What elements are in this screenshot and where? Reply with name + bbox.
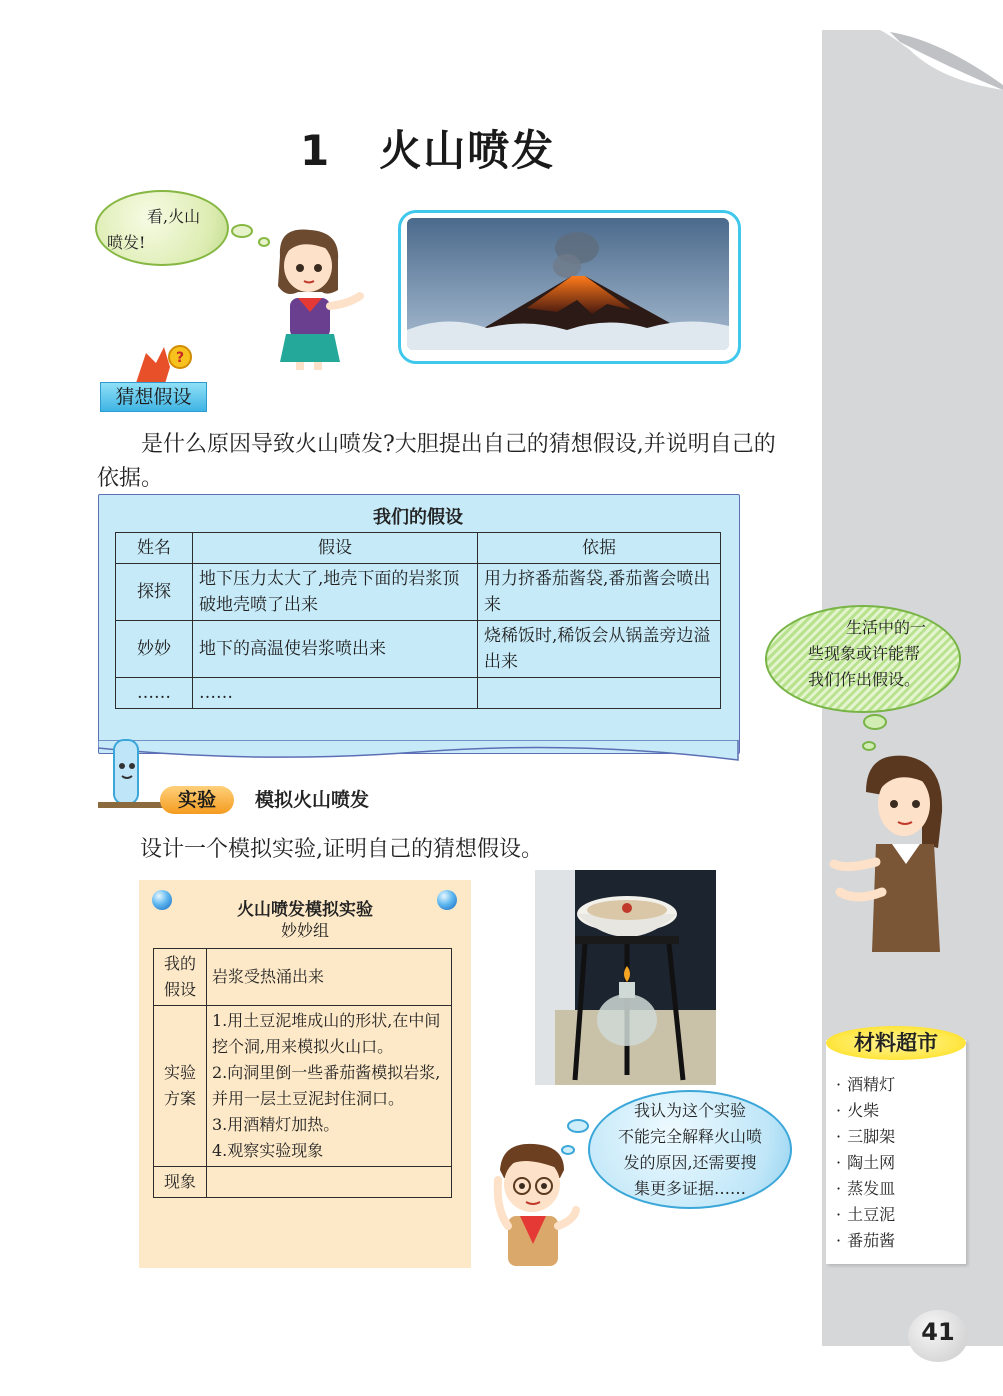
table-row bbox=[154, 1167, 452, 1198]
materials-list bbox=[836, 1072, 895, 1254]
experiment-instruction: 设计一个模拟实验,证明自己的猜想假设。 bbox=[140, 837, 543, 862]
lesson-number: 1 bbox=[300, 126, 332, 175]
plan-step: 2.向洞里倒一些番茄酱模拟岩浆,并用一层土豆泥封住洞口。 bbox=[212, 1063, 441, 1108]
experiment-card-group: 妙妙组 bbox=[280, 921, 329, 940]
teacher-illustration bbox=[826, 752, 946, 952]
page-number: 41 bbox=[921, 1318, 955, 1346]
boy-speech-text: 我认为这个实验 不能完全解释火山喷 发的原因,还需要搜 集更多证据…… bbox=[617, 1101, 762, 1198]
experiment-plan-table bbox=[153, 948, 452, 1198]
row-basis: 用力挤番茄酱袋,番茄酱会喷出来 bbox=[478, 564, 721, 621]
row-hypothesis: …… bbox=[193, 678, 478, 709]
guess-intro-text: 是什么原因导致火山喷发?大胆提出自己的猜想假设,并说明自己的 依据。 bbox=[97, 432, 776, 491]
header-name: 姓名 bbox=[116, 533, 193, 564]
experiment-card-title: 火山喷发模拟实验 bbox=[237, 900, 373, 920]
row-name: 妙妙 bbox=[116, 621, 193, 678]
list-item: · 番茄酱 bbox=[836, 1228, 895, 1254]
table-row bbox=[154, 1006, 452, 1167]
experiment-badge: 实验 bbox=[160, 786, 234, 814]
materials-title: 材料超市 bbox=[826, 1026, 966, 1060]
lesson-title: 火山喷发 bbox=[379, 126, 556, 175]
phenomenon-label: 现象 bbox=[154, 1167, 207, 1198]
boy-illustration bbox=[488, 1140, 580, 1276]
plan-step: 4.观察实验现象 bbox=[212, 1141, 324, 1160]
page-title bbox=[300, 118, 720, 178]
plan-steps bbox=[207, 1006, 452, 1167]
girl-speech-text: 看,火山 喷发! bbox=[107, 207, 201, 252]
list-item: · 酒精灯 bbox=[836, 1072, 895, 1098]
plan-step: 3.用酒精灯加热。 bbox=[212, 1115, 340, 1134]
row-name: …… bbox=[116, 678, 193, 709]
table-row bbox=[116, 621, 721, 678]
guess-hypothesis-badge: 猜想假设 bbox=[100, 382, 207, 412]
list-item: · 土豆泥 bbox=[836, 1202, 895, 1228]
table-header-row bbox=[116, 533, 721, 564]
row-name: 探探 bbox=[116, 564, 193, 621]
row-hypothesis: 地下的高温使岩浆喷出来 bbox=[193, 621, 478, 678]
header-hypothesis: 假设 bbox=[193, 533, 478, 564]
list-item: · 陶土网 bbox=[836, 1150, 895, 1176]
plan-label: 实验 方案 bbox=[154, 1006, 207, 1167]
plan-step: 1.用土豆泥堆成山的形状,在中间挖个洞,用来模拟火山口。 bbox=[212, 1011, 441, 1056]
experiment-heading: 模拟火山喷发 bbox=[255, 789, 370, 811]
card-wave-edge bbox=[98, 740, 740, 764]
girl-illustration bbox=[268, 226, 373, 370]
table-row bbox=[116, 564, 721, 621]
table-row bbox=[116, 678, 721, 709]
hypothesis-table bbox=[115, 532, 721, 709]
list-item: · 三脚架 bbox=[836, 1124, 895, 1150]
phenomenon-value bbox=[207, 1167, 452, 1198]
volcano-photo bbox=[407, 218, 729, 350]
table-row bbox=[154, 949, 452, 1006]
hypothesis-table-title: 我们的假设 bbox=[373, 507, 463, 528]
page-curl-icon bbox=[880, 30, 1003, 90]
row-basis: 烧稀饭时,稀饭会从锅盖旁边溢出来 bbox=[478, 621, 721, 678]
row-basis bbox=[478, 678, 721, 709]
thought-dots-icon bbox=[858, 712, 888, 754]
svg-text:?: ? bbox=[175, 350, 185, 366]
hypothesis-value: 岩浆受热涌出来 bbox=[207, 949, 452, 1006]
list-item: · 蒸发皿 bbox=[836, 1176, 895, 1202]
header-basis: 依据 bbox=[478, 533, 721, 564]
teacher-speech-text: 生活中的一 些现象或许能帮 我们作出假设。 bbox=[807, 618, 926, 689]
lab-setup-photo bbox=[535, 870, 716, 1085]
hypothesis-label: 我的 假设 bbox=[154, 949, 207, 1006]
list-item: · 火柴 bbox=[836, 1098, 895, 1124]
row-hypothesis: 地下压力太大了,地壳下面的岩浆顶破地壳喷了出来 bbox=[193, 564, 478, 621]
